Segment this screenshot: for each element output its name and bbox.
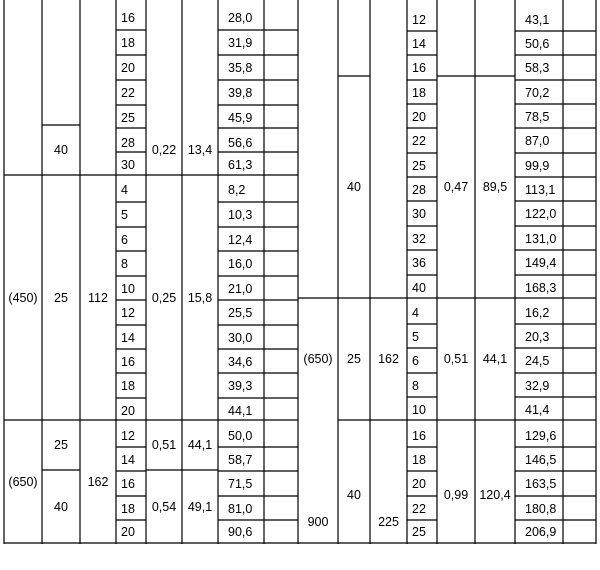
right-lower-d-1: 18	[412, 452, 426, 467]
left-mid-v-1: 10,3	[228, 207, 253, 222]
left-bot-sub1-n: 44,1	[187, 438, 213, 452]
left-bot-v-1: 58,7	[228, 452, 253, 467]
left-top-col2: 40	[54, 143, 68, 157]
right-upper-d-1: 14	[412, 36, 426, 51]
right-upper-v-6: 99,9	[525, 158, 550, 173]
right-upper-d-7: 28	[412, 182, 426, 197]
left-bot-sub2-col2: 40	[54, 500, 68, 514]
left-mid-v-3: 16,0	[228, 256, 253, 271]
left-top-d-1: 18	[121, 35, 135, 50]
left-top-d-0: 16	[121, 10, 135, 25]
left-bot-col1: (650)	[8, 475, 38, 489]
right-mid-nu: 0,51	[443, 352, 469, 366]
right-upper-d-4: 20	[412, 109, 426, 124]
right-mid-col2: 25	[347, 352, 361, 366]
right-upper-v-1: 50,6	[525, 36, 550, 51]
right-upper-v-9: 131,0	[525, 231, 557, 246]
right-mid-v-4: 41,4	[525, 402, 550, 417]
right-upper-d-10: 36	[412, 255, 426, 270]
left-bot-sub1-nu: 0,51	[151, 438, 177, 452]
right-lower-n: 120,4	[479, 488, 511, 502]
left-top-v-0: 28,0	[228, 10, 253, 25]
right-upper-v-3: 70,2	[525, 85, 550, 100]
left-mid-v-9: 44,1	[228, 403, 253, 418]
right-upper-n: 89,5	[482, 180, 508, 194]
right-mid-d-0: 4	[412, 305, 419, 320]
right-lower-col1: 900	[307, 515, 329, 529]
left-bot-v-4: 90,6	[228, 525, 253, 539]
right-upper-d-3: 18	[412, 85, 426, 100]
right-mid-v-2: 24,5	[525, 353, 550, 368]
right-lower-v-0: 129,6	[525, 428, 557, 443]
right-upper-v-10: 149,4	[525, 255, 557, 270]
left-bot-d-4: 20	[121, 525, 135, 539]
left-bot-d-2: 16	[121, 476, 135, 491]
left-mid-d-0: 4	[121, 182, 128, 197]
right-lower-col2: 40	[347, 488, 361, 502]
left-top-v-3: 39,8	[228, 85, 253, 100]
right-mid-v-0: 16,2	[525, 305, 550, 320]
right-mid-d-2: 6	[412, 353, 419, 368]
left-mid-d-6: 14	[121, 330, 135, 345]
left-mid-v-5: 25,5	[228, 305, 253, 320]
right-lower-nu: 0,99	[443, 488, 469, 502]
right-upper-v-2: 58,3	[525, 60, 550, 75]
left-top-d-6: 30	[121, 157, 135, 172]
right-mid-d-1: 5	[412, 329, 419, 344]
left-mid-d-5: 12	[121, 305, 135, 320]
right-lower-v-1: 146,5	[525, 452, 557, 467]
right-upper-d-6: 25	[412, 158, 426, 173]
left-top-v-6: 61,3	[228, 157, 253, 172]
left-mid-v-6: 30,0	[228, 330, 253, 345]
right-mid-col1: (650)	[303, 352, 333, 366]
left-mid-v-2: 12,4	[228, 232, 253, 247]
right-upper-v-8: 122,0	[525, 206, 557, 221]
left-top-d-2: 20	[121, 60, 135, 75]
left-mid-v-8: 39,3	[228, 378, 253, 393]
left-bot-sub2-n: 49,1	[187, 500, 213, 514]
right-upper-v-5: 87,0	[525, 133, 550, 148]
left-top-v-2: 35,8	[228, 60, 253, 75]
right-mid-n: 44,1	[482, 352, 508, 366]
right-lower-v-3: 180,8	[525, 501, 557, 516]
right-lower-col3: 225	[378, 515, 399, 529]
right-upper-d-2: 16	[412, 60, 426, 75]
right-mid-v-3: 32,9	[525, 378, 550, 393]
right-upper-v-7: 113,1	[525, 182, 556, 197]
right-mid-col3: 162	[378, 352, 399, 366]
right-mid-v-1: 20,3	[525, 329, 550, 344]
right-lower-v-2: 163,5	[525, 476, 557, 491]
left-bot-d-0: 12	[121, 428, 135, 443]
right-upper-col2: 40	[347, 180, 361, 194]
left-top-d-3: 22	[121, 85, 135, 100]
right-lower-d-4: 25	[412, 525, 426, 539]
left-mid-col2: 25	[54, 290, 68, 305]
right-mid-d-3: 8	[412, 378, 419, 393]
left-mid-v-0: 8,2	[228, 182, 246, 197]
left-bot-d-1: 14	[121, 452, 135, 467]
left-mid-v-4: 21,0	[228, 281, 253, 296]
left-mid-nu: 0,25	[151, 290, 177, 305]
left-bot-v-2: 71,5	[228, 476, 253, 491]
right-upper-d-5: 22	[412, 133, 426, 148]
left-bot-sub2-nu: 0,54	[151, 500, 177, 514]
right-upper-d-8: 30	[412, 206, 426, 221]
left-bot-v-0: 50,0	[228, 428, 253, 443]
left-mid-d-8: 18	[121, 378, 135, 393]
left-bot-d-3: 18	[121, 501, 135, 516]
left-mid-d-7: 16	[121, 354, 135, 369]
right-upper-v-0: 43,1	[525, 12, 550, 27]
right-lower-d-3: 22	[412, 501, 426, 516]
left-mid-n: 15,8	[187, 290, 213, 305]
right-upper-v-4: 78,5	[525, 109, 550, 124]
left-bot-sub1-col2: 25	[54, 438, 68, 452]
left-top-v-1: 31,9	[228, 35, 253, 50]
left-top-d-4: 25	[121, 110, 135, 125]
right-lower-d-0: 16	[412, 428, 426, 443]
left-mid-d-2: 6	[121, 232, 128, 247]
left-top-v-4: 45,9	[228, 110, 253, 125]
left-top-v-5: 56,6	[228, 135, 253, 150]
left-top-n: 13,4	[187, 143, 213, 157]
right-lower-v-4: 206,9	[525, 525, 557, 539]
right-upper-d-0: 12	[412, 12, 426, 27]
right-upper-v-11: 168,3	[525, 280, 557, 295]
left-top-nu: 0,22	[151, 143, 177, 157]
left-mid-d-9: 20	[121, 403, 135, 418]
right-mid-d-4: 10	[412, 402, 426, 417]
left-mid-d-4: 10	[121, 281, 135, 296]
right-upper-d-11: 40	[412, 280, 426, 295]
left-mid-d-3: 8	[121, 256, 128, 271]
left-mid-col1: (450)	[8, 290, 38, 305]
right-upper-nu: 0,47	[443, 180, 469, 194]
left-bot-col3: 162	[87, 475, 109, 489]
left-mid-col3: 112	[88, 290, 108, 305]
left-mid-d-1: 5	[121, 207, 128, 222]
left-top-d-5: 28	[121, 135, 135, 150]
right-upper-d-9: 32	[412, 231, 426, 246]
right-lower-d-2: 20	[412, 476, 426, 491]
left-bot-v-3: 81,0	[228, 501, 253, 516]
left-mid-v-7: 34,6	[228, 354, 253, 369]
